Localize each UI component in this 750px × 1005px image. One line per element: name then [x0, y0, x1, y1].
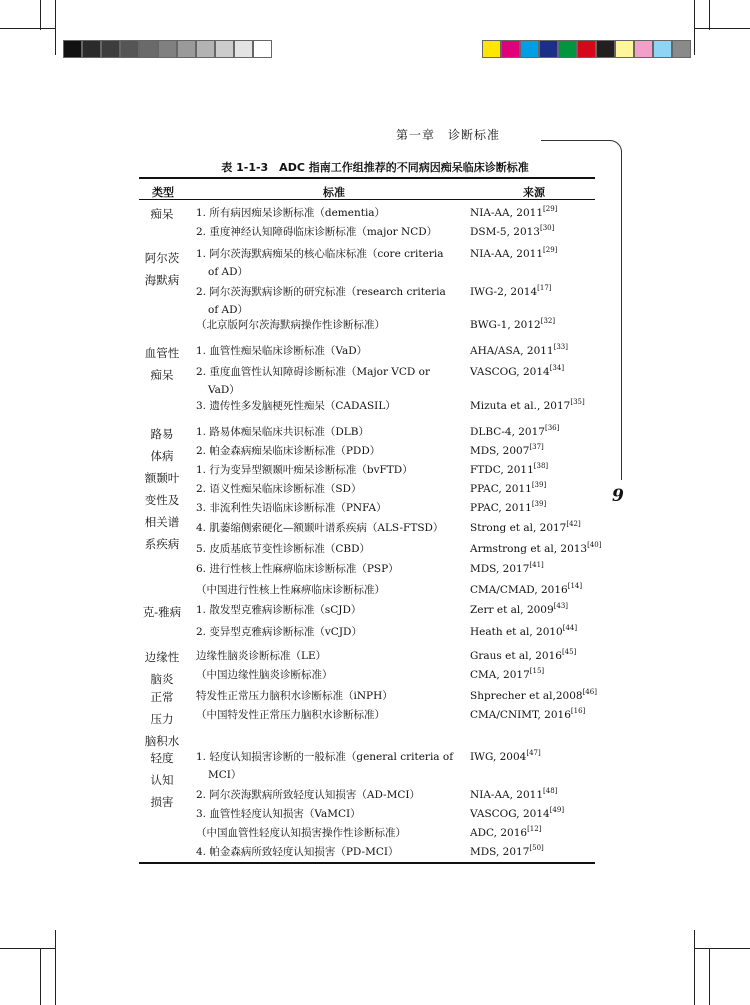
source-cell — [470, 500, 546, 514]
crop-mark — [40, 0, 41, 30]
reference-number: [15] — [529, 667, 545, 675]
side-decoration — [606, 140, 622, 156]
criteria-cell: 2. 变异型克雅病诊断标准（vCJD） — [196, 626, 362, 638]
source-text: PPAC, 2011 — [470, 483, 532, 495]
criteria-cell: 3. 非流利性失语临床诊断标准（PNFA） — [196, 502, 387, 514]
criteria-cell-continued: MCI） — [208, 769, 242, 781]
source-text: Graus et al, 2016 — [470, 650, 562, 662]
grayscale-calibration-bar — [63, 40, 272, 58]
source-text: Strong et al, 2017 — [470, 522, 567, 534]
reference-number: [49] — [549, 806, 565, 814]
gray-swatch — [63, 40, 82, 58]
category-label: 阿尔茨 — [144, 251, 180, 265]
crop-mark — [695, 28, 750, 29]
source-text: Mizuta et al., 2017 — [470, 400, 571, 412]
source-text: ADC, 2016 — [470, 827, 528, 839]
crop-mark — [0, 28, 55, 29]
category-label: 相关谱 — [144, 515, 180, 529]
criteria-cell: 2. 重度神经认知障碍临床诊断标准（major NCD） — [196, 226, 438, 238]
criteria-cell: 1. 阿尔茨海默病痴呆的核心临床标准（core criteria — [196, 248, 444, 260]
crop-mark — [709, 0, 710, 30]
category-label: 系疾病 — [144, 537, 180, 551]
color-calibration-bar — [482, 40, 691, 58]
category-label: 脑炎 — [150, 672, 174, 686]
criteria-cell: （中国特发性正常压力脑积水诊断标准） — [196, 709, 385, 721]
reference-number: [47] — [526, 749, 541, 757]
gray-swatch — [158, 40, 177, 58]
reference-number: [16] — [570, 707, 586, 715]
source-cell — [470, 541, 602, 555]
gray-swatch — [253, 40, 272, 58]
source-cell — [470, 749, 541, 763]
source-text: CMA, 2017 — [470, 669, 530, 681]
source-cell — [470, 398, 585, 412]
color-swatch — [501, 40, 520, 58]
source-cell — [470, 424, 559, 438]
source-cell — [470, 462, 548, 476]
criteria-cell: 3. 遗传性多发脑梗死性痴呆（CADASIL） — [196, 400, 396, 412]
crop-mark — [695, 948, 750, 949]
source-cell — [470, 582, 582, 596]
category-label: 正常 — [150, 690, 174, 704]
source-text: Shprecher et al,2008 — [470, 690, 583, 702]
criteria-cell-continued: of AD） — [208, 266, 249, 278]
reference-number: [44] — [562, 624, 578, 632]
reference-number: [43] — [553, 602, 569, 610]
source-cell — [470, 481, 546, 495]
category-label: 额颞叶 — [144, 471, 180, 485]
gray-swatch — [82, 40, 101, 58]
category-label: 压力 — [150, 712, 174, 726]
header-standard: 标准 — [323, 186, 345, 199]
gray-swatch — [234, 40, 253, 58]
reference-number: [41] — [529, 561, 544, 569]
crop-mark — [694, 0, 695, 55]
reference-number: [29] — [543, 246, 558, 254]
reference-number: [39] — [531, 500, 547, 508]
source-text: IWG-2, 2014 — [470, 286, 538, 298]
color-swatch — [596, 40, 615, 58]
source-cell — [470, 688, 597, 702]
source-cell — [470, 624, 577, 638]
criteria-cell: 1. 血管性痴呆临床诊断标准（VaD） — [196, 345, 368, 357]
category-label: 痴呆 — [150, 207, 174, 221]
source-text: CMA/CMAD, 2016 — [470, 584, 568, 596]
gray-swatch — [101, 40, 120, 58]
source-cell — [470, 561, 544, 575]
crop-mark — [55, 0, 56, 55]
source-cell — [470, 205, 557, 219]
criteria-cell: 2. 阿尔茨海默病所致轻度认知损害（AD-MCI） — [196, 789, 421, 801]
category-label: 变性及 — [144, 493, 180, 507]
crop-mark — [0, 948, 55, 949]
criteria-cell: 3. 血管性轻度认知损害（VaMCI） — [196, 808, 361, 820]
category-label: 边缘性 — [144, 650, 180, 664]
color-swatch — [634, 40, 653, 58]
category-label: 血管性 — [144, 346, 180, 360]
header-source: 来源 — [523, 186, 545, 199]
header-rule — [541, 140, 611, 141]
category-label: 轻度 — [150, 751, 174, 765]
source-text: IWG, 2004 — [470, 751, 527, 763]
source-text: MDS, 2017 — [470, 846, 530, 858]
source-cell — [470, 707, 585, 721]
source-cell — [470, 806, 564, 820]
gray-swatch — [177, 40, 196, 58]
criteria-cell: 6. 进行性核上性麻痹临床诊断标准（PSP） — [196, 563, 399, 575]
side-decoration-line — [621, 150, 622, 480]
reference-number: [39] — [531, 481, 547, 489]
reference-number: [29] — [543, 205, 558, 213]
criteria-cell: 1. 路易体痴呆临床共识标准（DLB） — [196, 426, 369, 438]
reference-number: [50] — [529, 844, 544, 852]
criteria-cell: 5. 皮质基底节变性诊断标准（CBD） — [196, 543, 371, 555]
category-label: 脑积水 — [144, 734, 180, 748]
criteria-cell: （中国进行性核上性麻痹临床诊断标准） — [196, 584, 385, 596]
criteria-cell: 2. 重度血管性认知障碍诊断标准（Major VCD or — [196, 366, 431, 378]
source-text: NIA-AA, 2011 — [470, 207, 544, 219]
criteria-cell: 4. 肌萎缩侧索硬化—额颞叶谱系疾病（ALS-FTSD） — [196, 522, 444, 534]
source-text: PPAC, 2011 — [470, 502, 532, 514]
table-top-rule — [139, 177, 595, 179]
criteria-cell: 1. 所有病因痴呆诊断标准（dementia） — [196, 207, 386, 219]
gray-swatch — [139, 40, 158, 58]
color-swatch — [672, 40, 691, 58]
criteria-cell: （中国边缘性脑炎诊断标准） — [196, 669, 333, 681]
running-header: 第一章 诊断标准 — [396, 128, 501, 142]
page-number: 9 — [612, 486, 624, 506]
reference-number: [46] — [582, 688, 597, 696]
criteria-cell: 边缘性脑炎诊断标准（LE） — [196, 650, 327, 662]
source-cell — [470, 284, 552, 298]
source-text: VASCOG, 2014 — [470, 808, 550, 820]
source-cell — [470, 520, 581, 534]
source-text: FTDC, 2011 — [470, 464, 534, 476]
source-text: BWG-1, 2012 — [470, 319, 541, 331]
reference-number: [32] — [540, 317, 556, 325]
criteria-cell: 2. 帕金森病痴呆临床诊断标准（PDD） — [196, 445, 381, 457]
reference-number: [48] — [543, 787, 558, 795]
criteria-cell: 1. 轻度认知损害诊断的一般标准（general criteria of — [196, 751, 454, 763]
gray-swatch — [196, 40, 215, 58]
source-text: AHA/ASA, 2011 — [470, 345, 554, 357]
source-cell — [470, 224, 554, 238]
gray-swatch — [120, 40, 139, 58]
table-bottom-rule — [139, 862, 595, 864]
source-cell — [470, 648, 576, 662]
source-cell — [470, 825, 541, 839]
reference-number: [38] — [533, 462, 549, 470]
source-cell — [470, 844, 544, 858]
criteria-cell: 1. 行为变异型额颞叶痴呆诊断标准（bvFTD） — [196, 464, 413, 476]
table-header-rule — [139, 199, 595, 200]
category-label: 损害 — [150, 795, 174, 809]
reference-number: [33] — [553, 343, 568, 351]
reference-number: [36] — [544, 424, 560, 432]
header-type: 类型 — [152, 186, 174, 199]
source-text: NIA-AA, 2011 — [470, 248, 544, 260]
category-label: 体病 — [150, 449, 174, 463]
crop-mark — [40, 948, 41, 1005]
criteria-cell: 2. 阿尔茨海默病诊断的研究标准（research criteria — [196, 286, 446, 298]
color-swatch — [558, 40, 577, 58]
reference-number: [42] — [566, 520, 581, 528]
reference-number: [12] — [527, 825, 542, 833]
criteria-cell-continued: of AD） — [208, 304, 249, 316]
criteria-cell: 4. 帕金森病所致轻度认知损害（PD-MCI） — [196, 846, 399, 858]
gray-swatch — [215, 40, 234, 58]
source-cell — [470, 317, 555, 331]
color-swatch — [577, 40, 596, 58]
category-label: 认知 — [150, 773, 174, 787]
criteria-cell: 特发性正常压力脑积水诊断标准（iNPH） — [196, 690, 393, 702]
source-text: NIA-AA, 2011 — [470, 789, 544, 801]
crop-mark — [55, 930, 56, 1005]
crop-mark — [694, 930, 695, 1005]
source-text: Heath et al, 2010 — [470, 626, 563, 638]
table-caption: 表 1-1-3 ADC 指南工作组推荐的不同病因痴呆临床诊断标准 — [221, 161, 529, 174]
source-text: Armstrong et al, 2013 — [470, 543, 588, 555]
color-swatch — [653, 40, 672, 58]
reference-number: [30] — [540, 224, 555, 232]
source-text: CMA/CNIMT, 2016 — [470, 709, 571, 721]
source-cell — [470, 667, 544, 681]
reference-number: [14] — [567, 582, 583, 590]
source-cell — [470, 343, 568, 357]
source-cell — [470, 602, 568, 616]
reference-number: [34] — [549, 364, 565, 372]
source-cell — [470, 364, 564, 378]
source-text: DLBC-4, 2017 — [470, 426, 545, 438]
criteria-cell: （北京版阿尔茨海默病操作性诊断标准） — [196, 319, 385, 331]
crop-mark — [709, 948, 710, 1005]
source-text: MDS, 2017 — [470, 563, 530, 575]
category-label: 海默病 — [144, 273, 180, 287]
category-label: 路易 — [150, 427, 174, 441]
color-swatch — [482, 40, 501, 58]
reference-number: [17] — [537, 284, 552, 292]
criteria-cell: 2. 语义性痴呆临床诊断标准（SD） — [196, 483, 362, 495]
reference-number: [40] — [587, 541, 602, 549]
criteria-cell: 1. 散发型克雅病诊断标准（sCJD） — [196, 604, 362, 616]
category-label: 痴呆 — [150, 368, 174, 382]
source-cell — [470, 246, 557, 260]
source-cell — [470, 787, 557, 801]
reference-number: [45] — [561, 648, 577, 656]
source-text: MDS, 2007 — [470, 445, 530, 457]
source-cell — [470, 443, 544, 457]
criteria-cell-continued: VaD） — [208, 384, 240, 396]
color-swatch — [615, 40, 634, 58]
source-text: Zerr et al, 2009 — [470, 604, 554, 616]
source-text: VASCOG, 2014 — [470, 366, 550, 378]
reference-number: [35] — [570, 398, 585, 406]
color-swatch — [539, 40, 558, 58]
reference-number: [37] — [529, 443, 544, 451]
category-label: 克-雅病 — [142, 605, 182, 619]
source-text: DSM-5, 2013 — [470, 226, 540, 238]
criteria-cell: （中国血管性轻度认知损害操作性诊断标准） — [196, 827, 406, 839]
color-swatch — [520, 40, 539, 58]
